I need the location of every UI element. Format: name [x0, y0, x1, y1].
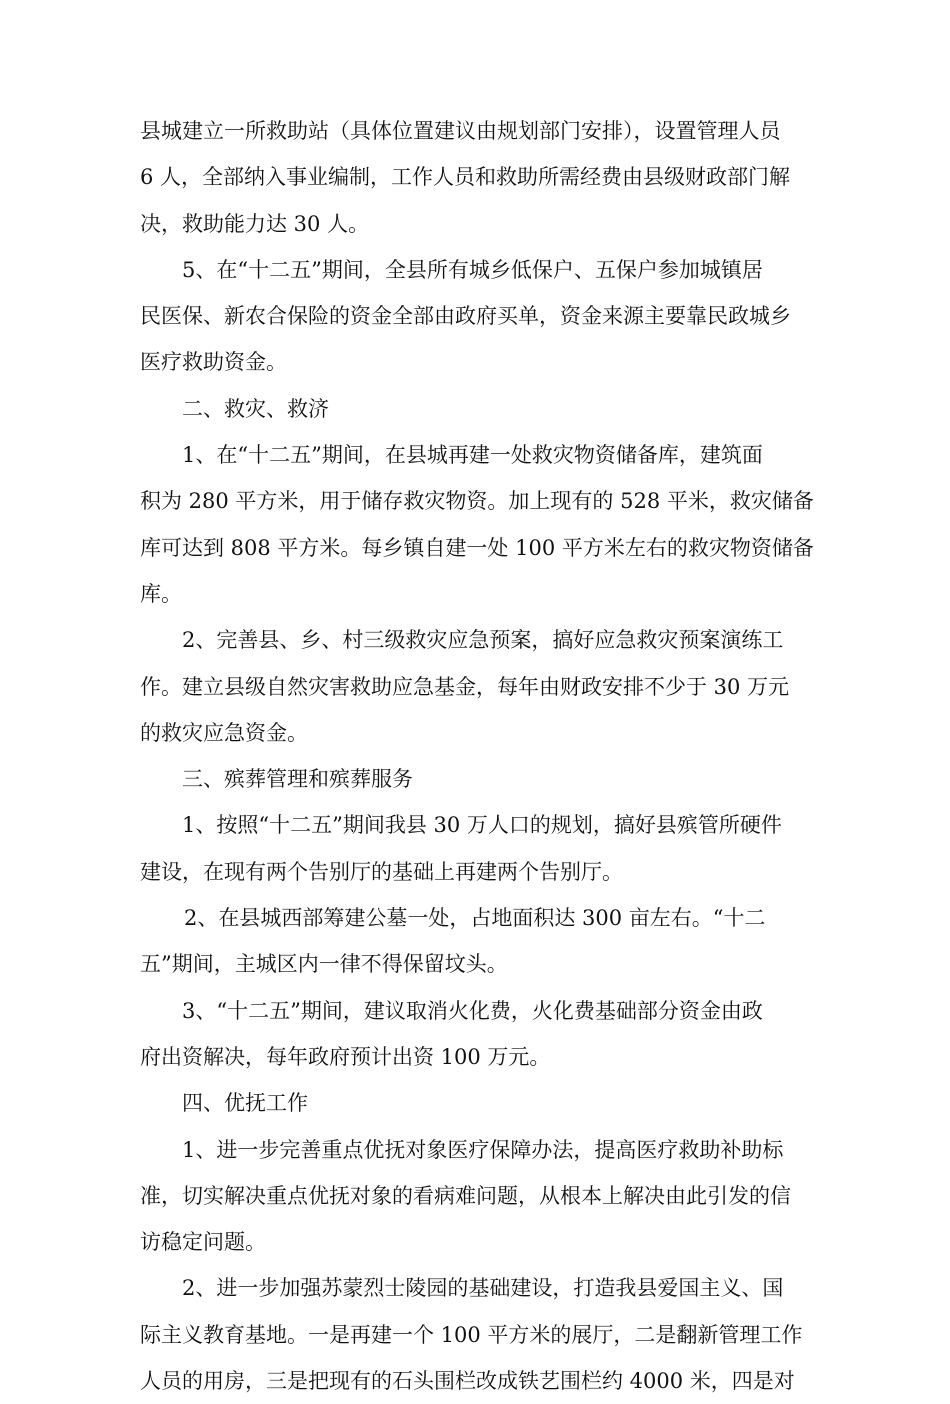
text-line: 府出资解决，每年政府预计出资 100 万元。 [140, 1044, 551, 1069]
text-line: 访稳定问题。 [140, 1230, 266, 1255]
text-line: 医疗救助资金。 [140, 350, 287, 375]
paragraph-start-line: 1、在“十二五”期间，在县城再建一处救灾物资储备库，建筑面 [182, 443, 763, 468]
text-line: 准，切实解决重点优抚对象的看病难问题，从根本上解决由此引发的信 [140, 1183, 791, 1208]
paragraph-start-line: 2、完善县、乡、村三级救灾应急预案，搞好应急救灾预案演练工 [182, 628, 784, 653]
text-line: 建设，在现有两个告别厅的基础上再建两个告别厅。 [140, 859, 623, 884]
section-heading: 二、救灾、救济 [182, 396, 329, 421]
text-line: 县城建立一所救助站（具体位置建议由规划部门安排），设置管理人员 [140, 119, 781, 143]
paragraph-start-line: 5、在“十二五”期间，全县所有城乡低保户、五保户参加城镇居 [182, 257, 763, 282]
text-line: 际主义教育基地。一是再建一个 100 平方米的展厅，二是翻新管理工作 [140, 1322, 803, 1347]
paragraph-start-line: 1、按照“十二五”期间我县 30 万人口的规划，搞好县殡管所硬件 [182, 813, 782, 838]
text-line: 人员的用房，三是把现有的石头围栏改成铁艺围栏约 4000 米，四是对 [140, 1369, 795, 1394]
text-line: 的救灾应急资金。 [140, 720, 308, 745]
text-line: 作。建立县级自然灾害救助应急基金，每年由财政安排不少于 30 万元 [140, 674, 790, 699]
body-text [140, 108, 812, 1404]
paragraph-start-line: 3、“十二五”期间，建议取消火化费，火化费基础部分资金由政 [182, 998, 763, 1023]
text-line: 积为 280 平方米，用于储存救灾物资。加上现有的 528 平米，救灾储备 [140, 489, 814, 514]
text-line: 五”期间，主城区内一律不得保留坟头。 [140, 952, 508, 977]
section-heading: 四、优抚工作 [182, 1091, 308, 1116]
text-line: 6 人，全部纳入事业编制，工作人员和救助所需经费由县级财政部门解 [140, 165, 791, 190]
paragraph-start-line: 2、在县城西部筹建公墓一处，占地面积达 300 亩左右。“十二 [184, 906, 766, 931]
text-line: 民医保、新农合保险的资金全部由政府买单，资金来源主要靠民政城乡 [140, 304, 791, 329]
section-heading: 三、殡葬管理和殡葬服务 [182, 767, 413, 792]
paragraph-start-line: 1、进一步完善重点优抚对象医疗保障办法，提高医疗救助补助标 [182, 1137, 784, 1162]
text-line: 库。 [140, 581, 182, 606]
paragraph-start-line: 2、进一步加强苏蒙烈士陵园的基础建设，打造我县爱国主义、国 [182, 1276, 784, 1301]
text-line: 库可达到 808 平方米。每乡镇自建一处 100 平方米左右的救灾物资储备 [140, 535, 814, 560]
text-line: 决，救助能力达 30 人。 [140, 211, 370, 236]
